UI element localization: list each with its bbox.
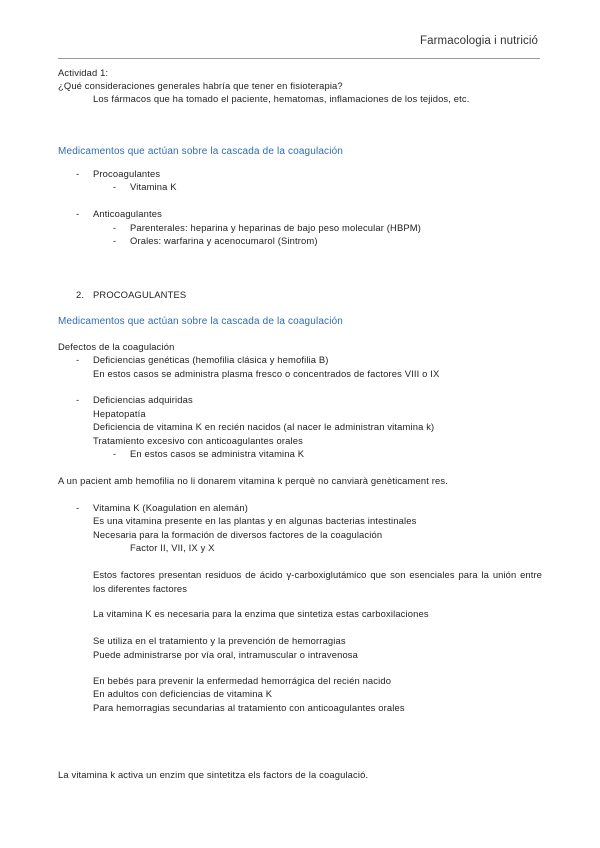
vitk-paragraph-1: Estos factores presentan residuos de ácido γ-carboxiglutámico que son esenciales para la unión entre los diferentes factores <box>93 569 542 594</box>
vitk-paragraph-2: La vitamina K es necesaria para la enzima que sintetiza estas carboxilaciones <box>93 608 429 619</box>
acquired-item-2: Deficiencia de vitamina K en recién nacidos (al nacer le administran vitamina k) <box>93 421 435 432</box>
procoag-sub: Vitamina K <box>130 181 177 192</box>
genetic-label: Deficiencias genéticas (hemofilia clásica y hemofilia B) <box>93 354 329 365</box>
vitk-indication-1: En bebés para prevenir la enfermedad hemorrágica del recién nacido <box>93 675 392 686</box>
defects-title: Defectos de la coagulación <box>58 341 175 352</box>
bullet-dash: - <box>113 448 117 459</box>
bullet-dash: - <box>76 168 80 179</box>
acquired-label: Deficiencias adquiridas <box>93 394 193 405</box>
bullet-dash: - <box>76 502 80 513</box>
bullet-dash: - <box>76 354 80 365</box>
procoag-label: Procoagulantes <box>93 168 161 179</box>
note-hemophilia: A un pacient amb hemofilia no li donarem vitamina k perquè no canviarà genèticament res. <box>58 475 448 486</box>
genetic-detail: En estos casos se administra plasma fresco o concentrados de factores VIII o IX <box>93 368 440 379</box>
acquired-item-1: Hepatopatía <box>93 408 146 419</box>
bullet-dash: - <box>76 394 80 405</box>
activity-answer: Los fármacos que ha tomado el paciente, hematomas, inflamaciones de los tejidos, etc. <box>93 93 470 104</box>
vitk-indication-3: Para hemorragias secundarias al tratamiento con anticoagulantes orales <box>93 702 405 713</box>
vitk-label: Vitamina K (Koagulation en alemán) <box>93 502 249 513</box>
vitk-line-2: Necesaria para la formación de diversos factores de la coagulación <box>93 529 383 540</box>
numbered-heading-number: 2. <box>76 289 85 300</box>
page-header-title: Farmacologia i nutrició <box>420 35 538 47</box>
section2-heading: Medicamentos que actúan sobre la cascada de la coagulación <box>58 316 343 327</box>
anticoag-sub1: Parenterales: heparina y heparinas de bajo peso molecular (HBPM) <box>130 222 422 233</box>
bullet-dash: - <box>76 208 80 219</box>
header-rule <box>58 58 540 59</box>
numbered-heading-label: PROCOAGULANTES <box>93 289 187 300</box>
vitk-use-2: Puede administrarse por vía oral, intramuscular o intravenosa <box>93 649 359 660</box>
acquired-sub: En estos casos se administra vitamina K <box>130 448 305 459</box>
vitk-indication-2: En adultos con deficiencias de vitamina K <box>93 688 273 699</box>
activity-title: Actividad 1: <box>58 67 109 78</box>
vitk-line-1: Es una vitamina presente en las plantas y en algunas bacterias intestinales <box>93 515 417 526</box>
anticoag-sub2: Orales: warfarina y acenocumarol (Sintrom) <box>130 235 318 246</box>
vitk-factors: Factor II, VII, IX y X <box>130 542 215 553</box>
bullet-dash: - <box>113 235 117 246</box>
section1-heading: Medicamentos que actúan sobre la cascada de la coagulación <box>58 146 343 157</box>
acquired-item-3: Tratamiento excesivo con anticoagulantes orales <box>93 435 303 446</box>
vitk-use-1: Se utiliza en el tratamiento y la prevención de hemorragias <box>93 635 346 646</box>
bullet-dash: - <box>113 181 117 192</box>
bullet-dash: - <box>113 222 117 233</box>
note-vitk-enzyme: La vitamina k activa un enzim que sintetitza els factors de la coagulació. <box>58 769 369 780</box>
activity-question: ¿Qué consideraciones generales habría que tener en fisioterapia? <box>58 80 343 91</box>
anticoag-label: Anticoagulantes <box>93 208 162 219</box>
